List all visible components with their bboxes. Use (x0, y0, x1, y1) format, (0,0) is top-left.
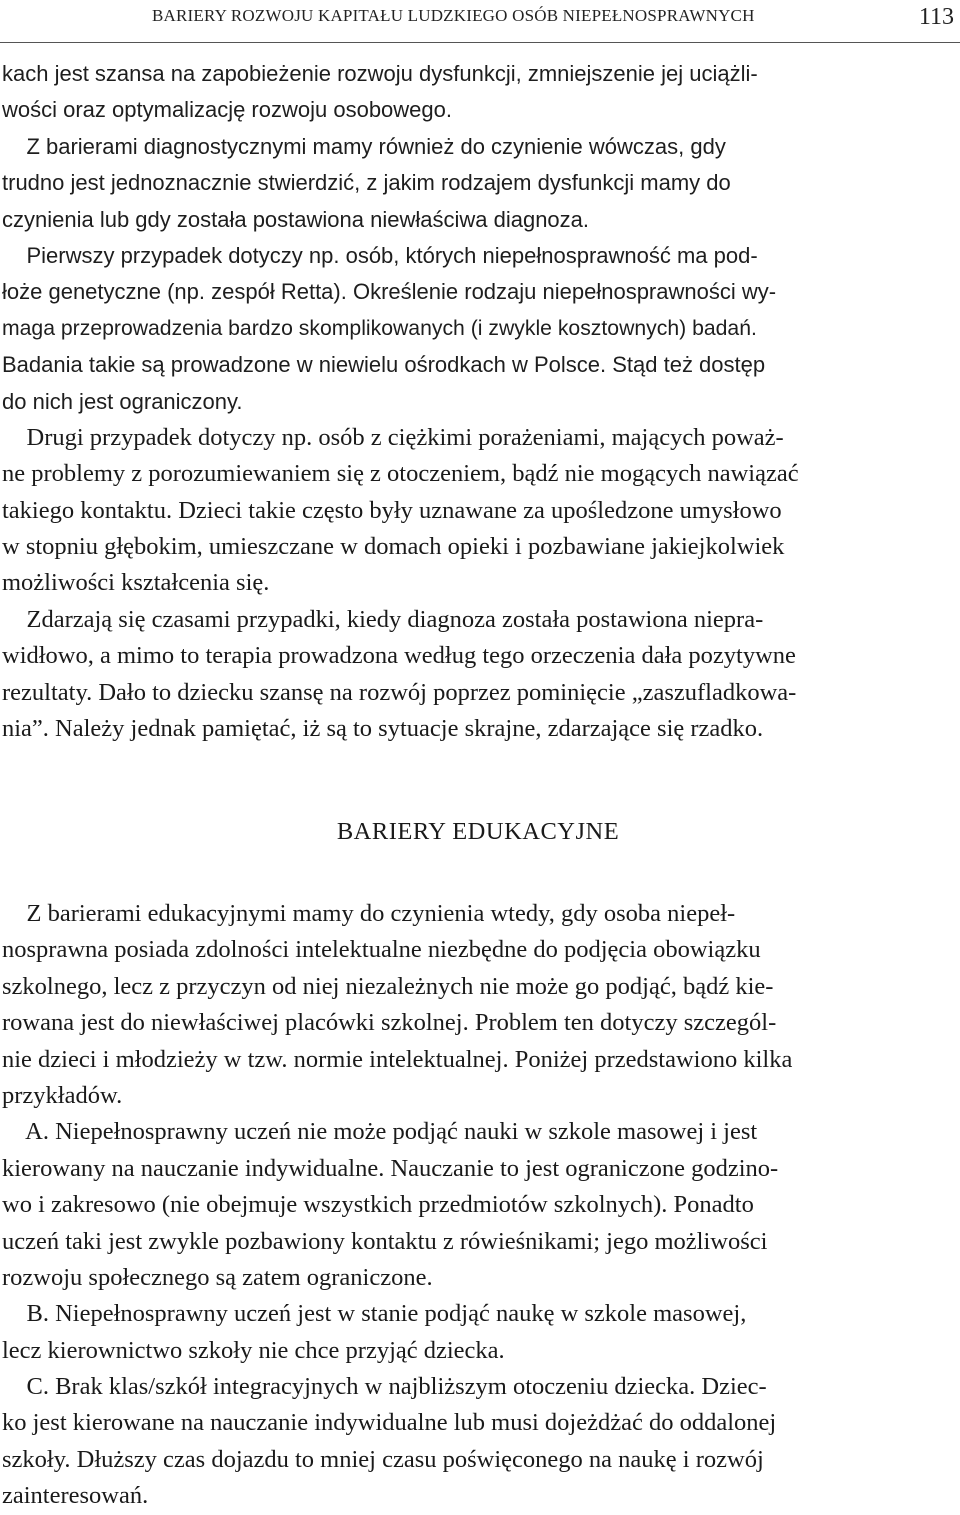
running-title: BARIERY ROZWOJU KAPITAŁU LUDZKIEGO OSÓB NIEPEŁNOSPRAWNYCH (152, 6, 755, 25)
text-line: do nich jest ograniczony. (2, 388, 243, 414)
text-line: nie dzieci i młodzieży w tzw. normie intelektualnej. Poniżej przedstawiono kilka (2, 1045, 793, 1073)
text-line: takiego kontaktu. Dzieci takie często były uznawane za upośledzone umysłowo (2, 496, 782, 524)
text-line: Z barierami diagnostycznymi mamy również do czynienie wówczas, gdy (2, 133, 726, 159)
text-line: możliwości kształcenia się. (2, 569, 270, 597)
text-line: Zdarzają się czasami przypadki, kiedy diagnoza została postawiona niepra- (2, 605, 764, 633)
text-line: widłowo, a mimo to terapia prowadzona według tego orzeczenia dała pozytywne (2, 642, 796, 670)
text-line: lecz kierownictwo szkoły nie chce przyjąć dziecka. (2, 1336, 505, 1364)
text-line: czynienia lub gdy została postawiona niewłaściwa diagnoza. (2, 206, 590, 232)
text-line: maga przeprowadzenia bardzo skomplikowanych (i zwykle kosztownych) badań. (2, 316, 757, 340)
section-heading: BARIERY EDUKACYJNE (336, 818, 620, 845)
text-line: w stopniu głębokim, umieszczane w domach opieki i pozbawiane jakiejkolwiek (2, 533, 785, 561)
text-line: A. Niepełnosprawny uczeń nie może podjąć nauki w szkole masowej i jest (2, 1118, 758, 1146)
text-line: ne problemy z porozumiewaniem się z otoczeniem, bądź nie mogących nawiązać (2, 460, 799, 488)
text-line: nia”. Należy jednak pamiętać, iż są to sytuacje skrajne, zdarzające się rzadko. (2, 715, 764, 743)
text-line: Badania takie są prowadzone w niewielu ośrodkach w Polsce. Stąd też dostęp (2, 352, 766, 378)
paragraph-group-diagnostic (2, 56, 956, 420)
paragraph-group-cases (2, 420, 956, 748)
text-line: wości oraz optymalizację rozwoju osobowego. (2, 97, 452, 123)
text-line: rowana jest do niewłaściwej placówki szkolnej. Problem ten dotyczy szczegól- (2, 1009, 777, 1037)
text-line: Z barierami edukacyjnymi mamy do czynienia wtedy, gdy osoba niepeł- (2, 900, 736, 927)
text-line: rozwoju społecznego są zatem ograniczone. (2, 1263, 433, 1291)
body-text-lower (2, 896, 956, 1515)
text-line: zainteresowań. (2, 1482, 149, 1510)
text-line: rezultaty. Dało to dziecku szansę na rozwój poprzez pominięcie „zaszufladkowa- (2, 678, 797, 706)
body-text-upper (2, 56, 956, 747)
text-line: nosprawna posiada zdolności intelektualne niezbędne do podjęcia obowiązku (2, 936, 761, 964)
text-line: Pierwszy przypadek dotyczy np. osób, których niepełnosprawność ma pod- (2, 242, 758, 268)
text-line: kierowany na nauczanie indywidualne. Nauczanie to jest ograniczone godzino- (2, 1154, 779, 1182)
text-line: trudno jest jednoznacznie stwierdzić, z jakim rodzajem dysfunkcji mamy do (2, 170, 731, 196)
text-line: ko jest kierowane na nauczanie indywidualne lub musi dojeżdżać do oddalonej (2, 1409, 777, 1437)
text-line: łoże genetyczne (np. zespół Retta). Określenie rodzaju niepełnosprawności wy- (2, 279, 777, 305)
page-number: 113 (918, 4, 954, 30)
text-line: Drugi przypadek dotyczy np. osób z ciężkimi porażeniami, mających poważ- (2, 423, 784, 451)
text-line: B. Niepełnosprawny uczeń jest w stanie podjąć naukę w szkole masowej, (2, 1300, 747, 1328)
text-line: kach jest szansa na zapobieżenie rozwoju dysfunkcji, zmniejszenie jej uciążli- (2, 61, 758, 86)
section-heading-block (0, 818, 956, 846)
text-line: szkolnego, lecz z przyczyn od niej niezależnych nie może go podjąć, bądź kie- (2, 972, 774, 1000)
text-line: wo i zakresowo (nie obejmuje wszystkich przedmiotów szkolnych). Ponadto (2, 1191, 754, 1219)
text-line: C. Brak klas/szkół integracyjnych w najbliższym otoczeniu dziecka. Dziec- (2, 1373, 767, 1401)
text-line: szkoły. Dłuższy czas dojazdu to mniej czasu poświęconego na naukę i rozwój (2, 1445, 764, 1473)
text-line: przykładów. (2, 1081, 123, 1109)
text-line: uczeń taki jest zwykle pozbawiony kontaktu z rówieśnikami; jego możliwości (2, 1227, 768, 1255)
running-header (0, 0, 960, 43)
